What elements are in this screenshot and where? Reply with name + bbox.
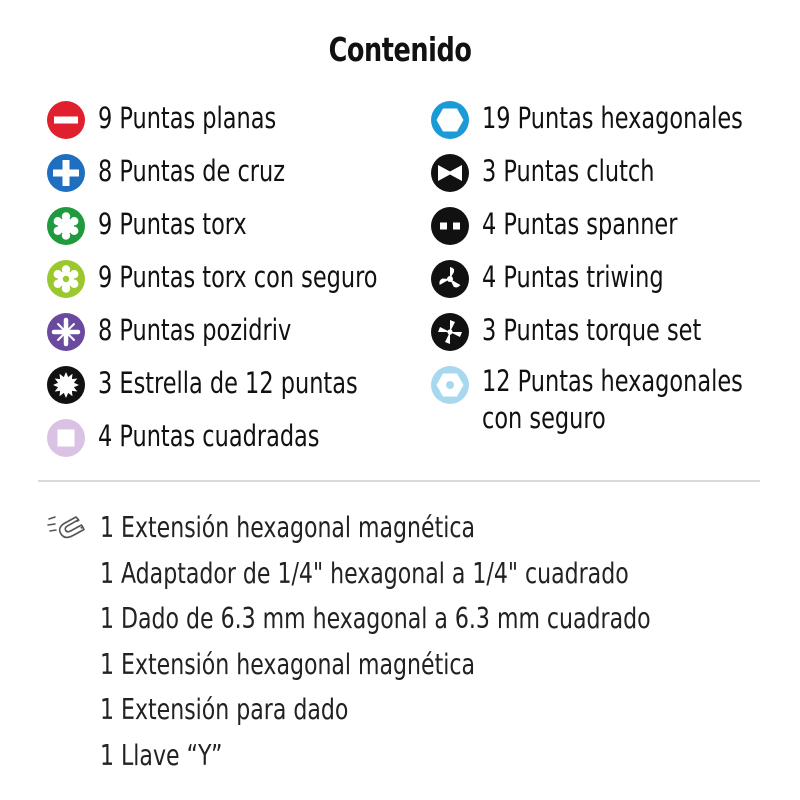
- accessory-label: 1 Extensión para dado: [100, 693, 349, 727]
- list-item: [46, 551, 740, 597]
- list-item: [430, 363, 792, 435]
- item-label: 12 Puntas hexagonales con seguro: [482, 364, 743, 435]
- accessory-label: 1 Dado de 6.3 mm hexagonal a 6.3 mm cuadrado: [100, 602, 651, 636]
- item-label: 9 Puntas torx: [98, 207, 247, 241]
- list-item: [430, 204, 792, 257]
- list-item: [46, 505, 740, 551]
- list-item: [46, 687, 740, 733]
- item-label: 3 Estrella de 12 puntas: [98, 366, 358, 400]
- item-label: 8 Puntas pozidriv: [98, 313, 292, 347]
- twelve-point-star-bit-icon: [46, 365, 86, 405]
- accessories-list: [46, 505, 740, 778]
- hex-security-bit-icon: [430, 365, 470, 405]
- list-item: [46, 310, 423, 363]
- item-label: 19 Puntas hexagonales: [482, 101, 743, 135]
- hex-bit-icon: [430, 100, 470, 140]
- list-item: [46, 642, 740, 688]
- list-item: [46, 151, 423, 204]
- cross-bit-icon: [46, 153, 86, 193]
- list-item: [430, 98, 792, 151]
- item-label: 3 Puntas clutch: [482, 154, 655, 188]
- list-item: [46, 733, 740, 779]
- magnet-icon: [46, 508, 92, 548]
- left-bit-list: [46, 98, 423, 469]
- page-title: Contenido: [328, 30, 472, 69]
- spanner-bit-icon: [430, 206, 470, 246]
- square-bit-icon: [46, 418, 86, 458]
- list-item: [46, 363, 423, 416]
- pozidriv-bit-icon: [46, 312, 86, 352]
- right-bit-list: [430, 98, 792, 435]
- accessory-label: 1 Llave “Y”: [100, 738, 223, 772]
- list-item: [430, 151, 792, 204]
- list-item: [430, 310, 792, 363]
- list-item: [46, 596, 740, 642]
- flat-bit-icon: [46, 100, 86, 140]
- list-item: [46, 257, 423, 310]
- accessory-label: 1 Extensión hexagonal magnética: [100, 647, 476, 681]
- torx-security-bit-icon: [46, 259, 86, 299]
- triwing-bit-icon: [430, 259, 470, 299]
- item-label: 4 Puntas triwing: [482, 260, 664, 294]
- item-label: 3 Puntas torque set: [482, 313, 702, 347]
- item-label: 9 Puntas planas: [98, 101, 277, 135]
- accessory-label: 1 Adaptador de 1/4" hexagonal a 1/4" cuadrado: [100, 556, 629, 590]
- item-label: 4 Puntas spanner: [482, 207, 678, 241]
- list-item: [46, 204, 423, 257]
- item-label: 9 Puntas torx con seguro: [98, 260, 378, 294]
- section-divider: [38, 480, 760, 482]
- accessory-label: 1 Extensión hexagonal magnética: [100, 511, 476, 545]
- torx-bit-icon: [46, 206, 86, 246]
- list-item: [430, 257, 792, 310]
- clutch-bit-icon: [430, 153, 470, 193]
- item-label: 4 Puntas cuadradas: [98, 419, 320, 453]
- torque-set-bit-icon: [430, 312, 470, 352]
- list-item: [46, 416, 423, 469]
- item-label: 8 Puntas de cruz: [98, 154, 286, 188]
- list-item: [46, 98, 423, 151]
